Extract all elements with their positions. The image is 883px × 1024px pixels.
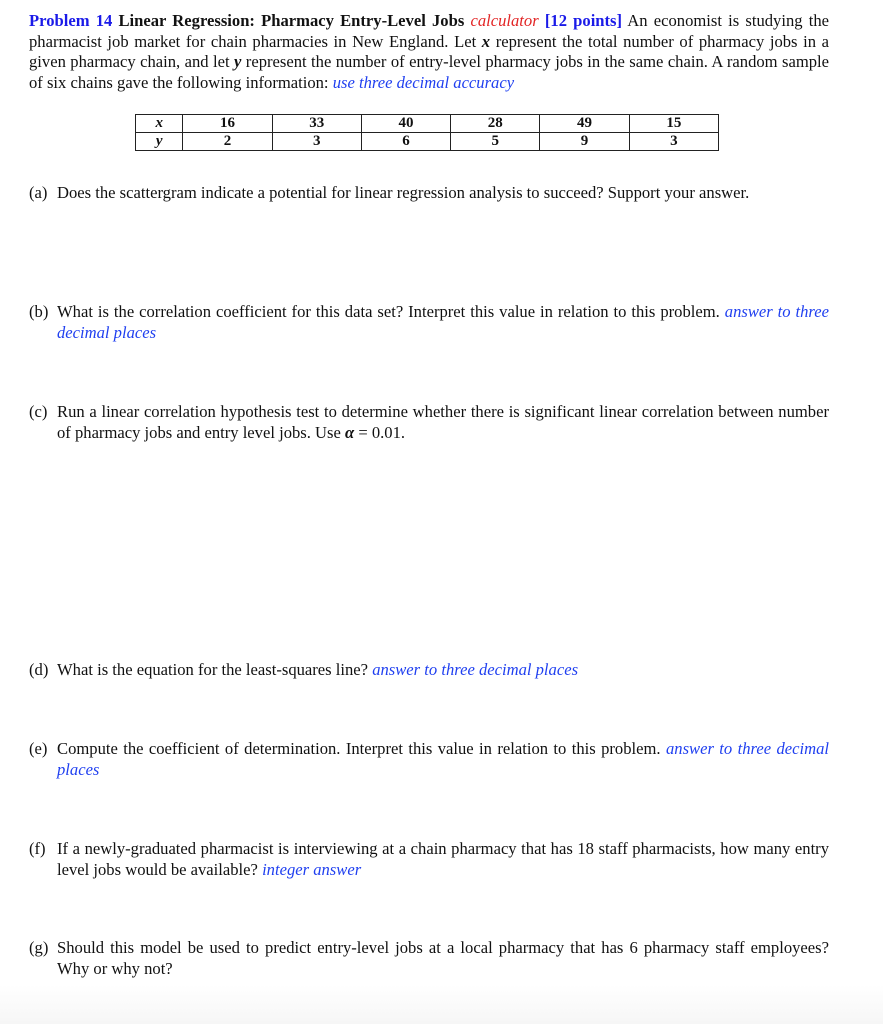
data-table: [135, 114, 719, 151]
intro-text-3: represent the number of entry-level pharmacy jobs in the same chain. A random sample of six chains gave the following information:: [29, 52, 829, 92]
question-a: [29, 183, 829, 204]
table-row-x: [136, 115, 719, 133]
y-cell: 2: [183, 133, 272, 151]
question-text: Compute the coefficient of determination. Interpret this value in relation to this problem.: [57, 739, 661, 758]
question-text: If a newly-graduated pharmacist is interviewing at a chain pharmacy that has 18 staff pharmacists, how many entry level jobs would be available?: [57, 839, 829, 879]
row-label-y: y: [136, 133, 183, 151]
y-cell: 6: [361, 133, 450, 151]
accuracy-hint: use three decimal accuracy: [332, 72, 515, 92]
x-cell: 33: [272, 115, 361, 133]
x-cell: 15: [629, 115, 718, 133]
y-cell: 3: [629, 133, 718, 151]
y-cell: 5: [451, 133, 540, 151]
question-hint: answer to three decimal places: [372, 660, 579, 679]
question-hint: integer answer: [262, 859, 362, 879]
question-label: (e): [29, 739, 48, 758]
var-y: y: [234, 52, 242, 71]
question-label: (b): [29, 302, 49, 321]
question-c: [29, 402, 829, 443]
question-label: (a): [29, 183, 48, 202]
question-text: Run a linear correlation hypothesis test to determine whether there is significant linear correlation between number of pharmacy jobs and entry level jobs. Use: [57, 402, 829, 442]
question-text: What is the equation for the least-squares line?: [57, 660, 369, 679]
question-label: (d): [29, 660, 49, 679]
alpha-symbol: α: [345, 422, 355, 442]
x-cell: 28: [451, 115, 540, 133]
var-x: x: [481, 31, 491, 51]
question-text: Should this model be used to predict entry-level jobs at a local pharmacy that has 6 pharmacy staff employees? Why or why not?: [57, 938, 829, 978]
question-d: [29, 660, 829, 681]
question-text: Does the scattergram indicate a potential for linear regression analysis to succeed? Support your answer.: [57, 183, 750, 202]
question-b: [29, 302, 829, 343]
question-label: (g): [29, 938, 49, 957]
points-badge: [12 points]: [544, 11, 623, 30]
x-cell: 16: [183, 115, 272, 133]
x-cell: 40: [361, 115, 450, 133]
intro-text-1: An economist is studying the pharmacist job market for chain pharmacies in New England. Let: [29, 11, 829, 51]
question-f: [29, 839, 829, 880]
question-hint: answer to three decimal places: [57, 739, 830, 779]
problem-statement: [29, 11, 829, 93]
question-text: What is the correlation coefficient for this data set? Interpret this value in relation to this problem.: [57, 302, 720, 321]
question-g: [29, 938, 829, 979]
table-row-y: [136, 133, 719, 151]
y-cell: 3: [272, 133, 361, 151]
question-text-end: = 0.01.: [354, 422, 406, 442]
row-label-x: x: [136, 115, 183, 133]
question-hint: answer to three decimal places: [57, 302, 830, 342]
question-e: [29, 739, 829, 780]
calculator-tag: calculator: [470, 11, 539, 30]
question-label: (f): [29, 839, 46, 858]
y-cell: 9: [540, 133, 629, 151]
question-label: (c): [29, 402, 48, 421]
problem-title: Linear Regression: Pharmacy Entry-Level Jobs: [118, 11, 465, 30]
intro-text-2: represent the total number of pharmacy jobs in a given pharmacy chain, and let: [29, 31, 829, 71]
problem-number: Problem 14: [29, 11, 113, 30]
x-cell: 49: [540, 115, 629, 133]
